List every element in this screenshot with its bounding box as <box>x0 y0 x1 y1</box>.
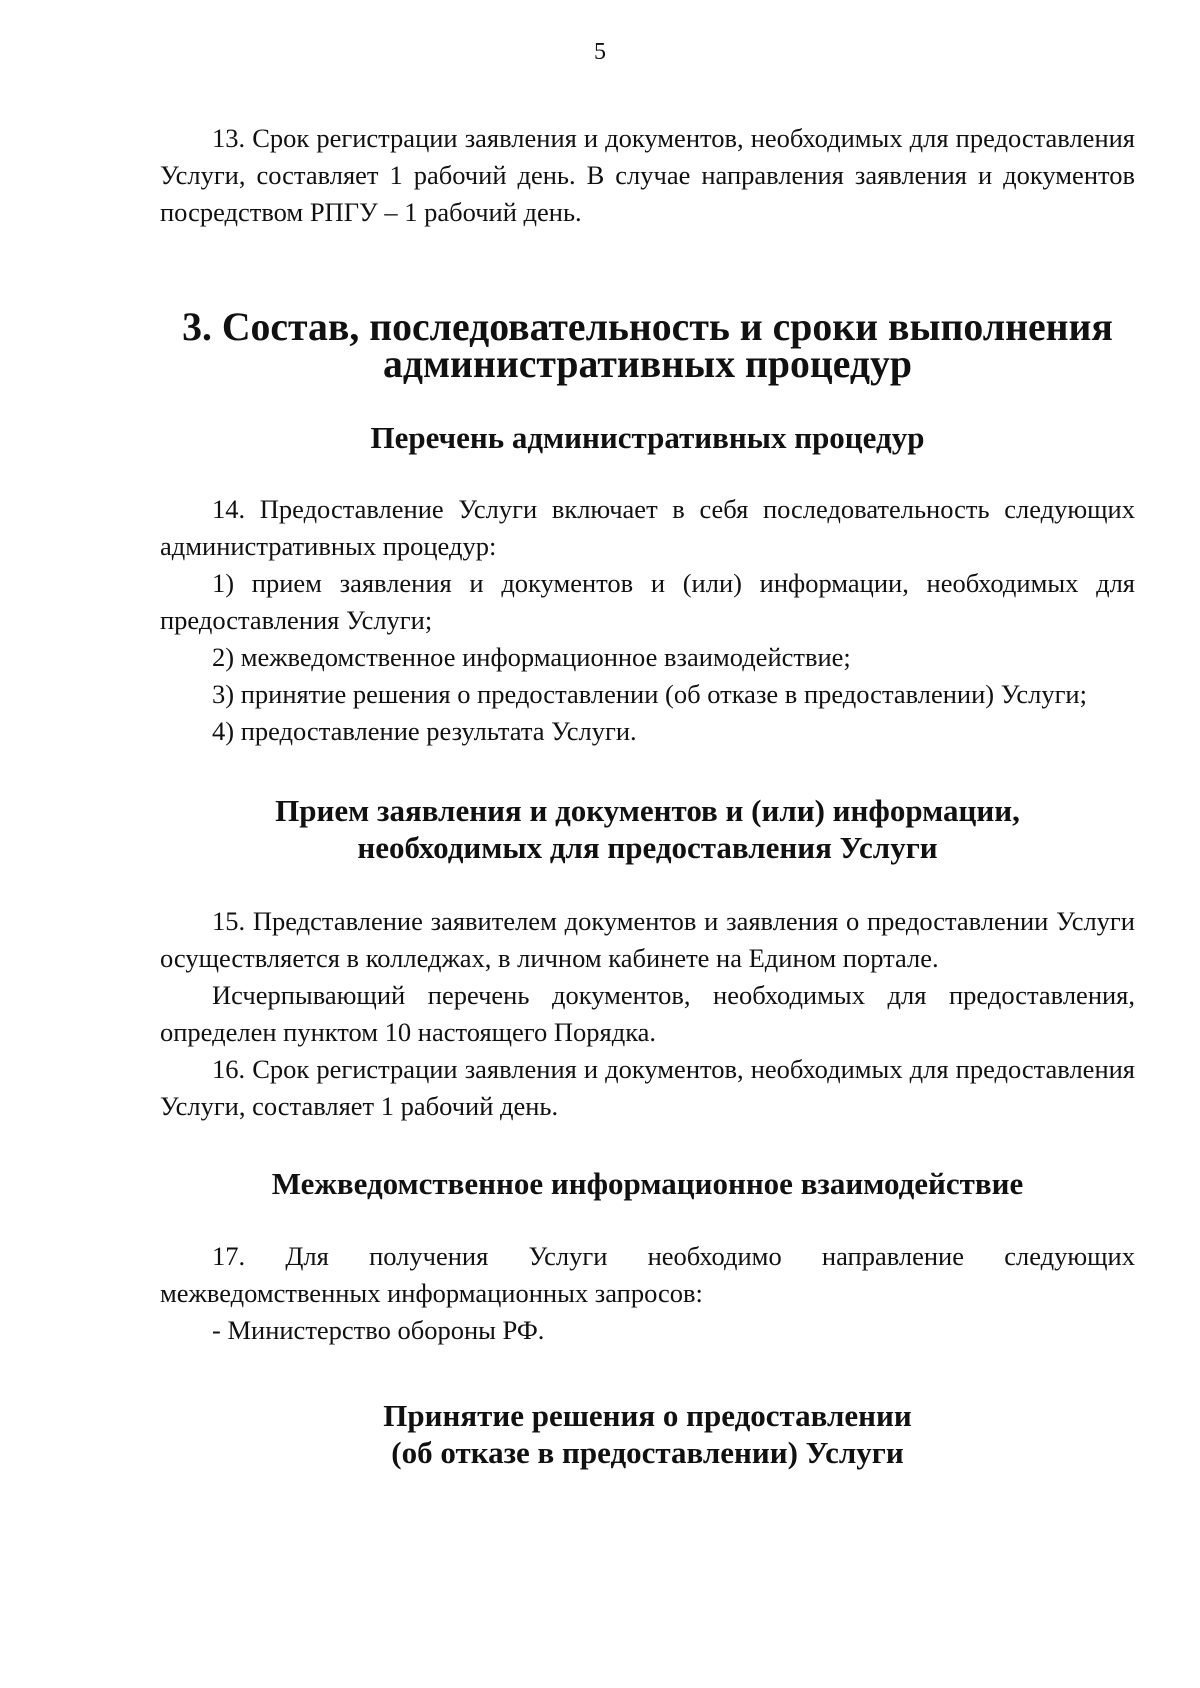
list-subsection-title: Перечень административных процедур <box>370 420 925 455</box>
list-item-2: 2) межведомственное информационное взаимодействие; <box>212 642 851 672</box>
paragraph-15: 15. Представление заявителем документов и заявления о предоставлении Услуги осуществляется в колледжах, в личном кабинете на Едином портале. <box>160 906 1135 973</box>
interaction-list-item: - Министерство обороны РФ. <box>212 1315 545 1345</box>
interaction-subsection-title: Межведомственное информационное взаимодействие <box>271 1166 1024 1201</box>
paragraph-17: 17. Для получения Услуги необходимо направление следующих межведомственных информационных запросов: <box>160 1241 1135 1308</box>
reception-subsection-title <box>160 792 1135 866</box>
list-item-4: 4) предоставление результата Услуги. <box>212 716 637 746</box>
decision-title-line-2: (об отказе в предоставлении) Услуги <box>391 1435 904 1470</box>
reception-title-line-2: необходимых для предоставления Услуги <box>357 830 938 865</box>
decision-title-line-1: Принятие решения о предоставлении <box>383 1398 912 1433</box>
decision-subsection-title <box>160 1397 1135 1471</box>
list-item-1: 1) прием заявления и документов и (или) информации, необходимых для предоставления Услуги; <box>160 568 1135 635</box>
list-item-3: 3) принятие решения о предоставлении (об отказе в предоставлении) Услуги; <box>212 679 1087 709</box>
section-3-title <box>160 305 1135 386</box>
document-body <box>160 120 1135 1471</box>
paragraph-14: 14. Предоставление Услуги включает в себя последовательность следующих административных процедур: <box>160 494 1135 561</box>
section-3-title-line-1: 3. Состав, последовательность и сроки выполнения <box>182 305 1113 349</box>
section-3-title-line-2: административных процедур <box>382 342 913 386</box>
paragraph-15-continued: Исчерпывающий перечень документов, необходимых для предоставления, определен пунктом 10 настоящего Порядка. <box>160 980 1135 1047</box>
paragraph-13: 13. Срок регистрации заявления и документов, необходимых для предоставления Услуги, составляет 1 рабочий день. В случае направления заявления и документов посредством РПГУ – 1 рабочий день. <box>160 123 1135 227</box>
reception-title-line-1: Прием заявления и документов и (или) информации, <box>275 793 1020 828</box>
page-number: 5 <box>594 39 606 65</box>
paragraph-16: 16. Срок регистрации заявления и документов, необходимых для предоставления Услуги, составляет 1 рабочий день. <box>160 1054 1135 1121</box>
